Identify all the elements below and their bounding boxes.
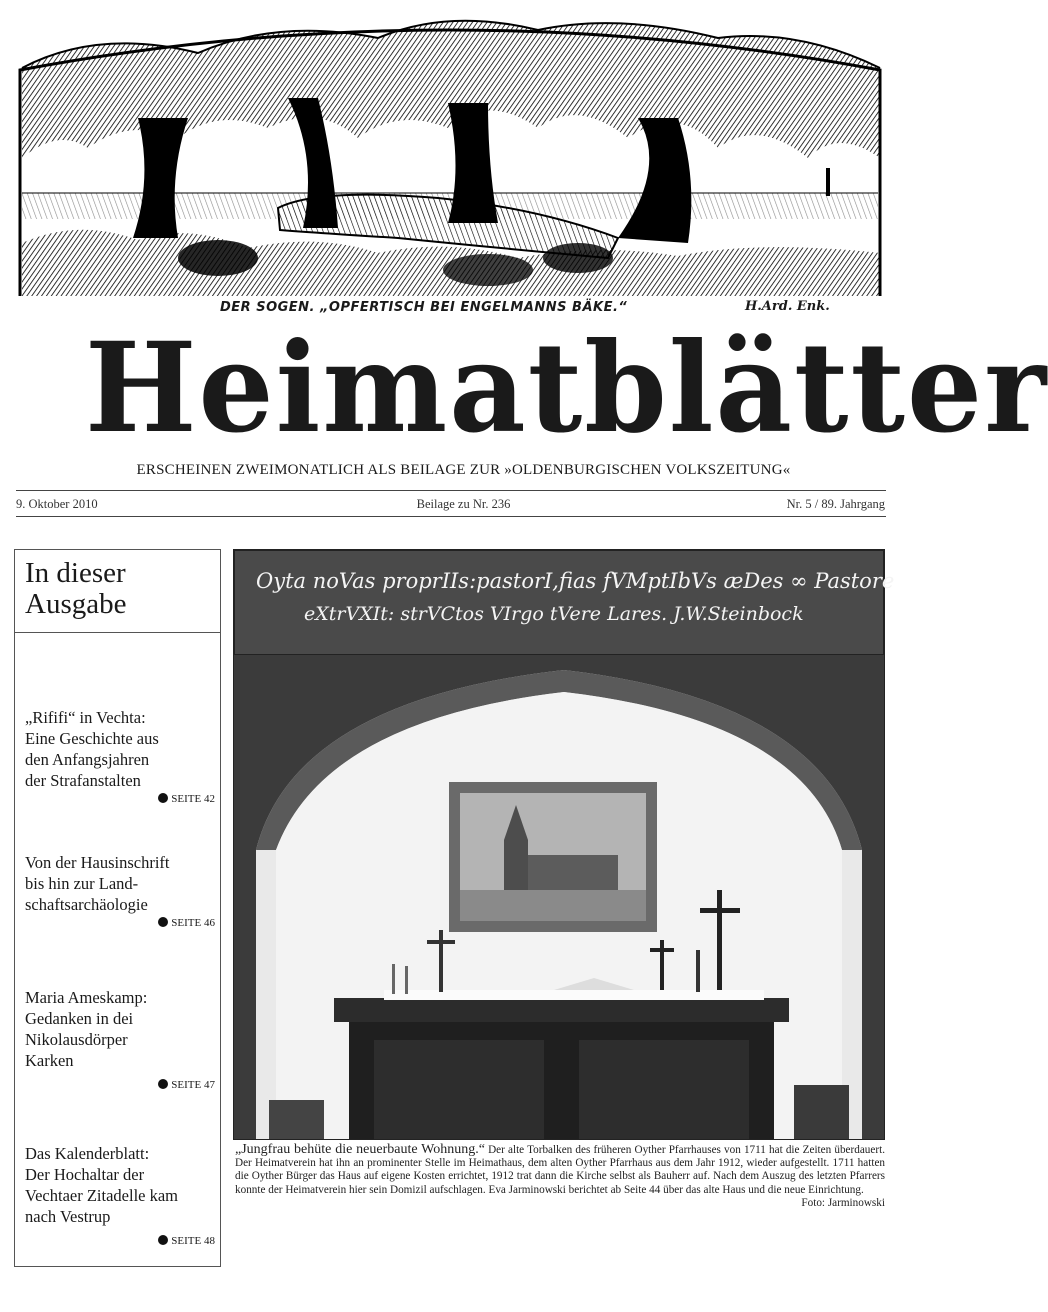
toc-page-ref [25,793,215,805]
toc-page-ref [25,1079,215,1091]
divider-rule [16,490,886,491]
photo-caption [235,1143,885,1210]
toc-item[interactable] [25,1143,215,1247]
illustration-caption: DER SOGEN. „OPFERTISCH BEI ENGELMANNS BÄKE.“ [220,300,628,315]
toc-item-text: Von der Hausinschrift bis hin zur Land- schaftsarchäologie [25,853,170,914]
toc-item-text: Das Kalenderblatt: Der Hochaltar der Vechtaer Zitadelle kam nach Vestrup [25,1144,179,1226]
bullet-icon [158,1079,168,1089]
toc-page-ref [25,1235,215,1247]
bullet-icon [158,917,168,927]
photo-credit: Foto: Jarminowski [801,1196,885,1209]
artist-signature: H.Ard. Enk. [745,299,830,314]
caption-lead: „Jungfrau behüte die neuerbaute Wohnung.“ [235,1142,485,1157]
bullet-icon [158,1235,168,1245]
toc-page-number: SEITE 47 [171,1079,215,1091]
toc-item[interactable] [25,987,215,1091]
divider-rule [15,632,220,633]
toc-item-text: „Rififi“ in Vechta: Eine Geschichte aus den Anfangsjahren der Strafanstalten [25,708,159,790]
beam-inscription-line-1: Oyta noVas proprIIs:pastorI,fias fVMptIbVs æDes ∞ Pastore [256,569,895,593]
contents-heading: In dieser Ausgabe [25,557,127,620]
masthead-subtitle: ERSCHEINEN ZWEIMONATLICH ALS BEILAGE ZUR »OLDENBURGISCHEN VOLKSZEITUNG« [136,462,791,478]
cover-photo [233,549,895,1140]
toc-page-number: SEITE 48 [171,1235,215,1247]
caption-body: Der alte Torbalken des früheren Oyther Pfarrhauses von 1711 hat die Zeiten überdauert. Der Heimatverein hat ihn an prominenter Stelle im Heimathaus, dem alten Oyther Pfarrhaus aus dem Jahr 1912, wieder aufgestellt. 1711 hatten die Oyther Bürger das Haus auf eigene Kosten errichtet, 1912 trat dann die Kirche selbst als Bauherr auf. Nach dem Auszug des letzten Pfarrers konnte der Heimatverein hier sein Domizil aufschlagen. Eva Jarminowski berichtet ab Seite 44 über das alte Haus und die neue Einrichtung. [235,1144,885,1196]
toc-page-number: SEITE 42 [171,793,215,805]
bullet-icon [158,793,168,803]
issue-supplement: Beilage zu Nr. 236 [416,497,511,511]
toc-item-text: Maria Ameskamp: Gedanken in dei Nikolausdörper Karken [25,988,148,1070]
header-illustration [18,8,883,298]
issue-volume: Nr. 5 / 89. Jahrgang [786,497,885,511]
contents-sidebar [14,549,221,1267]
divider-rule [16,516,886,517]
beam-inscription-line-2: eXtrVXIt: strVCtos VIrgo tVere Lares. J.W.Steinbock [304,603,804,625]
toc-item[interactable] [25,852,215,929]
masthead-title: Heimatblätter [85,314,1048,461]
toc-item[interactable] [25,707,215,805]
issue-date: 9. Oktober 2010 [16,497,98,511]
toc-page-number: SEITE 46 [171,917,215,929]
toc-page-ref [25,917,215,929]
